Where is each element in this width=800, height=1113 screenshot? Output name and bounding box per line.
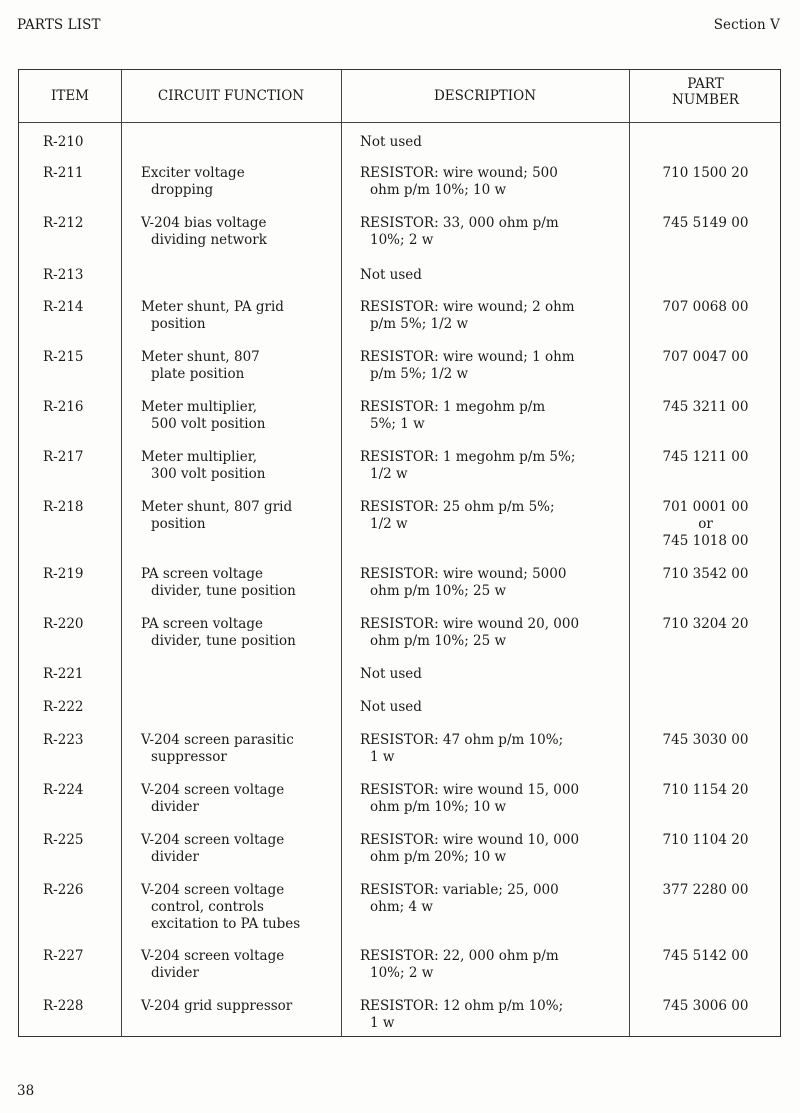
cell-part — [629, 566, 782, 583]
func-line: control, controls — [151, 899, 264, 915]
cell-part — [629, 882, 782, 899]
func-line: 500 volt position — [151, 416, 266, 432]
func-line: dividing network — [151, 232, 267, 248]
header-divider — [19, 122, 780, 123]
func-line: V-204 screen voltage — [141, 882, 285, 898]
desc-line: ohm p/m 10%; 25 w — [370, 583, 507, 599]
part-line: 745 5142 00 — [662, 948, 749, 964]
cell-item: R-216 — [43, 399, 84, 415]
cell-part — [629, 782, 782, 799]
desc-line: ohm p/m 10%; 10 w — [370, 182, 507, 198]
part-line: 707 0047 00 — [662, 349, 749, 365]
cell-part — [629, 299, 782, 316]
parts-list-table — [18, 69, 781, 1037]
desc-line: ohm p/m 20%; 10 w — [370, 849, 507, 865]
desc-line: RESISTOR: 47 ohm p/m 10%; — [360, 732, 564, 748]
func-line: V-204 grid suppressor — [141, 998, 293, 1014]
column-divider — [121, 70, 122, 1036]
part-line: 701 0001 00 — [662, 499, 749, 515]
cell-part — [629, 948, 782, 965]
func-line: V-204 screen parasitic — [141, 732, 294, 748]
cell-desc — [360, 732, 620, 766]
func-line: V-204 screen voltage — [141, 782, 285, 798]
desc-line: RESISTOR: wire wound; 5000 — [360, 566, 567, 582]
cell-item: R-223 — [43, 732, 84, 748]
part-line: 707 0068 00 — [662, 299, 749, 315]
func-line: position — [151, 516, 206, 532]
cell-part — [629, 399, 782, 416]
column-header-part-number — [629, 66, 782, 118]
cell-desc — [360, 666, 620, 683]
part-line: 745 3006 00 — [662, 998, 749, 1014]
cell-desc — [360, 134, 620, 151]
cell-desc — [360, 499, 620, 533]
part-line: 710 1154 20 — [662, 782, 749, 798]
cell-desc — [360, 948, 620, 982]
func-line: Meter multiplier, — [141, 399, 258, 415]
func-line: Exciter voltage — [141, 165, 245, 181]
cell-part — [629, 832, 782, 849]
func-line: Meter shunt, 807 grid — [141, 499, 293, 515]
cell-item: R-227 — [43, 948, 84, 964]
cell-part — [629, 732, 782, 749]
func-line: Meter shunt, PA grid — [141, 299, 284, 315]
cell-desc — [360, 215, 620, 249]
desc-line: p/m 5%; 1/2 w — [370, 316, 469, 332]
func-line: divider, tune position — [151, 633, 296, 649]
column-header-circuit-function: CIRCUIT FUNCTION — [157, 88, 305, 104]
cell-func — [141, 998, 341, 1015]
cell-desc — [360, 998, 620, 1032]
cell-part — [629, 998, 782, 1015]
desc-line: RESISTOR: 1 megohm p/m — [360, 399, 546, 415]
desc-line: RESISTOR: 25 ohm p/m 5%; — [360, 499, 555, 515]
part-number-header-line: PART — [687, 76, 724, 92]
func-line: dropping — [151, 182, 214, 198]
func-line: divider, tune position — [151, 583, 296, 599]
part-line: 745 1211 00 — [662, 449, 749, 465]
cell-item: R-212 — [43, 215, 84, 231]
desc-line: RESISTOR: wire wound 10, 000 — [360, 832, 580, 848]
desc-line: RESISTOR: wire wound; 500 — [360, 165, 558, 181]
cell-desc — [360, 699, 620, 716]
desc-line: RESISTOR: wire wound 20, 000 — [360, 616, 580, 632]
cell-func — [141, 449, 341, 483]
cell-desc — [360, 782, 620, 816]
cell-part — [629, 449, 782, 466]
part-line: 710 1104 20 — [662, 832, 749, 848]
cell-item: R-228 — [43, 998, 84, 1014]
cell-item: R-215 — [43, 349, 84, 365]
func-line: excitation to PA tubes — [151, 916, 301, 932]
func-line: 300 volt position — [151, 466, 266, 482]
desc-line: 10%; 2 w — [370, 965, 434, 981]
func-line: V-204 bias voltage — [141, 215, 267, 231]
page-header-title: PARTS LIST — [17, 17, 101, 33]
cell-item: R-210 — [43, 134, 84, 150]
cell-desc — [360, 882, 620, 916]
func-line: Meter multiplier, — [141, 449, 258, 465]
desc-line: ohm; 4 w — [370, 899, 433, 915]
desc-line: 5%; 1 w — [370, 416, 425, 432]
part-number-header-line: NUMBER — [672, 92, 739, 108]
func-line: V-204 screen voltage — [141, 832, 285, 848]
cell-desc — [360, 399, 620, 433]
desc-line: Not used — [360, 666, 422, 682]
cell-func — [141, 948, 341, 982]
func-line: Meter shunt, 807 — [141, 349, 260, 365]
page-number: 38 — [17, 1083, 35, 1099]
cell-desc — [360, 449, 620, 483]
cell-func — [141, 616, 341, 650]
cell-desc — [360, 299, 620, 333]
cell-item: R-225 — [43, 832, 84, 848]
part-line: 377 2280 00 — [662, 882, 749, 898]
cell-func — [141, 732, 341, 766]
func-line: PA screen voltage — [141, 566, 263, 582]
cell-item: R-214 — [43, 299, 84, 315]
cell-desc — [360, 616, 620, 650]
cell-item: R-218 — [43, 499, 84, 515]
desc-line: 1/2 w — [370, 466, 408, 482]
cell-item: R-219 — [43, 566, 84, 582]
desc-line: RESISTOR: 33, 000 ohm p/m — [360, 215, 559, 231]
cell-item: R-217 — [43, 449, 84, 465]
cell-item: R-220 — [43, 616, 84, 632]
func-line: suppressor — [151, 749, 227, 765]
cell-desc — [360, 832, 620, 866]
cell-item: R-222 — [43, 699, 84, 715]
cell-func — [141, 832, 341, 866]
column-header-description: DESCRIPTION — [433, 88, 537, 104]
desc-line: 1/2 w — [370, 516, 408, 532]
cell-desc — [360, 566, 620, 600]
part-line: 710 3204 20 — [662, 616, 749, 632]
desc-line: RESISTOR: wire wound; 1 ohm — [360, 349, 575, 365]
desc-line: RESISTOR: wire wound 15, 000 — [360, 782, 580, 798]
cell-part — [629, 349, 782, 366]
cell-part — [629, 165, 782, 182]
cell-part — [629, 616, 782, 633]
part-line: 745 5149 00 — [662, 215, 749, 231]
cell-func — [141, 882, 341, 933]
desc-line: RESISTOR: 12 ohm p/m 10%; — [360, 998, 564, 1014]
cell-item: R-224 — [43, 782, 84, 798]
page-header-section: Section V — [713, 17, 780, 33]
cell-func — [141, 782, 341, 816]
column-header-item: ITEM — [50, 88, 89, 104]
part-line: 710 1500 20 — [662, 165, 749, 181]
func-line: position — [151, 316, 206, 332]
desc-line: ohm p/m 10%; 25 w — [370, 633, 507, 649]
part-line: 745 3030 00 — [662, 732, 749, 748]
desc-line: RESISTOR: 1 megohm p/m 5%; — [360, 449, 576, 465]
part-line: or — [698, 516, 713, 532]
cell-item: R-226 — [43, 882, 84, 898]
desc-line: 10%; 2 w — [370, 232, 434, 248]
desc-line: ohm p/m 10%; 10 w — [370, 799, 507, 815]
desc-line: 1 w — [370, 749, 395, 765]
cell-func — [141, 299, 341, 333]
part-line: 745 1018 00 — [662, 533, 749, 549]
func-line: PA screen voltage — [141, 616, 263, 632]
cell-func — [141, 399, 341, 433]
desc-line: RESISTOR: 22, 000 ohm p/m — [360, 948, 559, 964]
desc-line: Not used — [360, 134, 422, 150]
part-line: 745 3211 00 — [662, 399, 749, 415]
cell-desc — [360, 165, 620, 199]
cell-item: R-211 — [43, 165, 84, 181]
desc-line: 1 w — [370, 1015, 395, 1031]
func-line: V-204 screen voltage — [141, 948, 285, 964]
desc-line: Not used — [360, 699, 422, 715]
cell-func — [141, 215, 341, 249]
cell-desc — [360, 267, 620, 284]
cell-desc — [360, 349, 620, 383]
cell-item: R-213 — [43, 267, 84, 283]
cell-item: R-221 — [43, 666, 84, 682]
func-line: plate position — [151, 366, 245, 382]
cell-func — [141, 566, 341, 600]
desc-line: RESISTOR: wire wound; 2 ohm — [360, 299, 575, 315]
func-line: divider — [151, 849, 199, 865]
cell-func — [141, 349, 341, 383]
func-line: divider — [151, 799, 199, 815]
desc-line: p/m 5%; 1/2 w — [370, 366, 469, 382]
desc-line: RESISTOR: variable; 25, 000 — [360, 882, 559, 898]
func-line: divider — [151, 965, 199, 981]
cell-part — [629, 499, 782, 550]
part-line: 710 3542 00 — [662, 566, 749, 582]
cell-func — [141, 499, 341, 533]
cell-func — [141, 165, 341, 199]
cell-part — [629, 215, 782, 232]
column-divider — [341, 70, 342, 1036]
desc-line: Not used — [360, 267, 422, 283]
